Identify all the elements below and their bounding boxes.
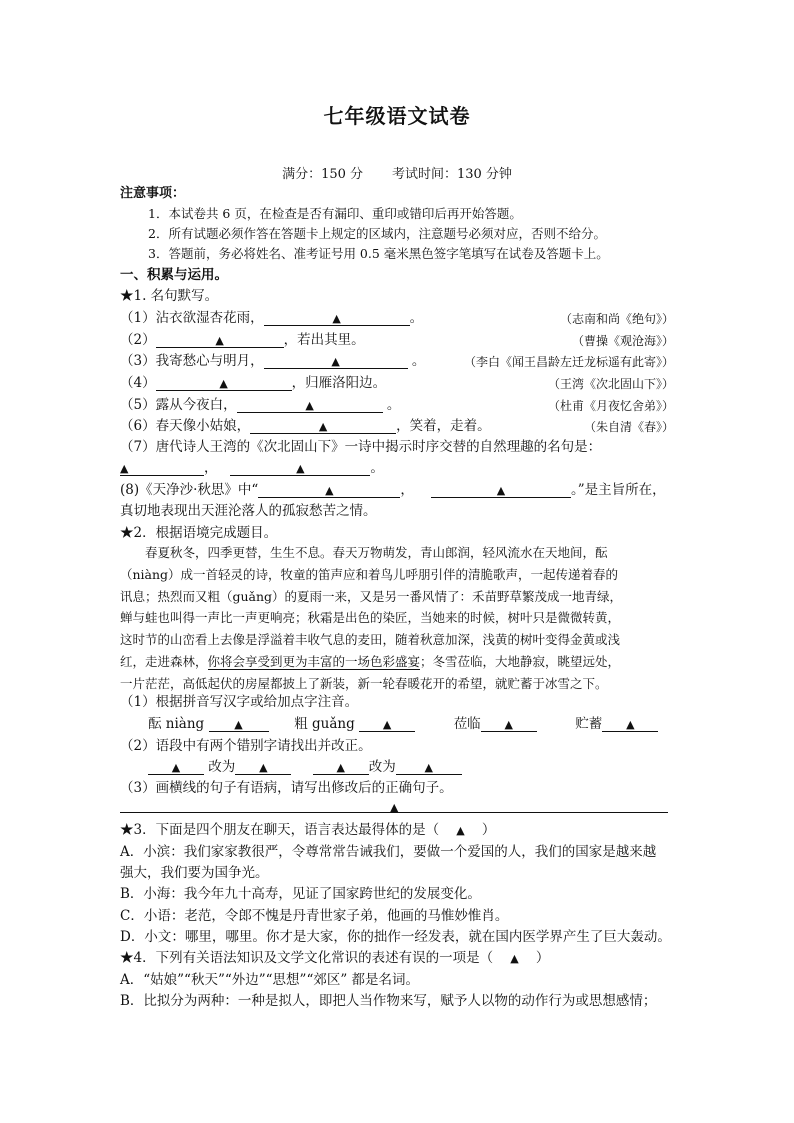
answer-blank[interactable] (264, 311, 410, 326)
correction-row (148, 757, 462, 777)
change-to-label: 改为 (208, 759, 236, 775)
q1-line-text: （5）露从今夜白， (120, 397, 237, 413)
triangle-marker: ▲ (296, 462, 305, 475)
passage (120, 542, 680, 695)
triangle-marker: ▲ (259, 761, 268, 774)
question-text: ） (535, 950, 550, 966)
source-citation: （李白《闻王昌龄左迁龙标遥有此寄》） (463, 355, 674, 369)
page-title: 七年级语文试卷 (323, 104, 471, 128)
exam-meta (0, 163, 794, 182)
q1-line-2 (120, 330, 365, 350)
source-citation: （杜甫《月夜忆舍弟》） (547, 399, 674, 413)
answer-blank[interactable] (481, 717, 537, 732)
q1-line-text: ，笑着，走着。 (396, 418, 491, 434)
triangle-marker: ▲ (215, 334, 224, 347)
option-a[interactable]: A．小滨：我们家家教很严，令尊常常告诫我们，要做一个爱国的人，我们的国家是越来越 (120, 844, 657, 860)
answer-blank[interactable] (250, 419, 396, 434)
passage-line: （niàng）成一首轻灵的诗，牧童的笛声应和着鸟儿呼朋引伴的清脆歌声，一起传递着春的 (120, 566, 619, 582)
q1-line-7-answers (120, 458, 384, 478)
question-text: ） (481, 822, 496, 838)
answer-blank[interactable] (156, 333, 284, 348)
q1-line-4 (120, 373, 386, 393)
passage-line: 这时节的山峦看上去像是浮溢着丰收气息的麦田，随着秋意加深，浅黄的树叶变得金黄或浅 (120, 632, 621, 648)
option-a-cont: 强大，我们要为国争光。 (120, 865, 269, 881)
answer-blank[interactable] (431, 483, 571, 498)
triangle-marker: ▲ (318, 420, 328, 433)
option-c[interactable]: C．小语：老范，令郎不愧是丹青世家子弟，他画的马惟妙惟肖。 (120, 908, 509, 924)
triangle-marker: ▲ (171, 761, 181, 774)
q1-line-text: （4） (120, 375, 156, 391)
q1-line-text: (8)《天净沙·秋思》中“ (120, 482, 259, 498)
question-3-heading (120, 820, 495, 841)
q1-line-text: 。 (382, 397, 401, 413)
q1-line-text: ，若出其里。 (283, 332, 365, 348)
exam-time: 考试时间：130 分钟 (391, 167, 512, 182)
answer-blank[interactable] (230, 461, 370, 476)
notice-item: 3．答题前，务必将姓名、准考证号用 0.5 毫米黑色签字笔填写在试卷及答题卡上。 (148, 246, 609, 261)
answer-blank[interactable] (209, 717, 269, 732)
triangle-marker: ▲ (305, 399, 314, 412)
question-text: ★3．下面是四个朋友在聊天，语言表达最得体的是（ (120, 822, 440, 838)
triangle-marker: ▲ (234, 718, 243, 731)
q1-line-text: ，归雁洛阳边。 (291, 375, 387, 391)
answer-blank[interactable] (235, 760, 291, 775)
question-1-heading: ★1. 名句默写。 (120, 288, 219, 304)
q1-line-6 (120, 416, 491, 436)
source-citation: （志南和尚《绝句》） (559, 312, 674, 326)
q2-sub-2: （2）语段中有两个错别字请找出并改正。 (120, 738, 372, 754)
triangle-marker: ▲ (504, 718, 513, 731)
notice-item: 1．本试卷共 6 页，在检查是否有漏印、重印或错印后再开始答题。 (148, 206, 522, 221)
passage-text: ；冬雪莅临，大地静寂，眺望远处， (420, 653, 621, 669)
pinyin-label: 贮蓄 (575, 716, 603, 732)
q2-sub-1: （1）根据拼音写汉字或给加点字注音。 (120, 694, 359, 710)
answer-blank[interactable] (313, 760, 369, 775)
q1-line-8-cont: 真切地表现出天涯沦落人的孤寂愁苦之情。 (120, 503, 377, 519)
triangle-marker: ▲ (496, 484, 506, 497)
q1-line-1 (120, 308, 423, 328)
q1-line-text: （1）沾衣欲湿杏花雨， (120, 310, 264, 326)
separator: 。 (370, 460, 384, 476)
q1-line-text: 。 (409, 310, 424, 326)
separator: ， (400, 482, 414, 498)
triangle-marker: ▲ (456, 824, 465, 837)
q1-line-5 (120, 395, 400, 415)
answer-blank[interactable] (264, 354, 408, 369)
source-citation: （曹操《观沧海》） (571, 334, 674, 348)
pinyin-row (148, 714, 658, 734)
passage-line: 讯息；热烈而又粗（guǎng）的夏雨一来，又是另一番风情了：禾苗野草繁茂成一地青绿， (120, 588, 623, 604)
change-to-label: 改为 (368, 759, 396, 775)
triangle-marker: ▲ (382, 718, 392, 731)
q1-line-text: （6）春天像小姑娘， (120, 418, 251, 434)
option-b[interactable]: B．比拟分为两种：一种是拟人，即把人当作物来写，赋予人以物的动作行为或思想感情； (120, 993, 657, 1009)
passage-line (120, 651, 680, 673)
triangle-marker: ▲ (331, 355, 340, 368)
triangle-marker: ▲ (390, 801, 399, 814)
answer-blank[interactable] (156, 376, 292, 391)
source-citation: （王湾《次北固山下》） (547, 377, 674, 391)
passage-text: 红，走进森林， (120, 653, 208, 669)
triangle-marker (390, 797, 398, 818)
triangle-marker: ▲ (120, 462, 129, 475)
full-score: 满分：150 分 (282, 167, 364, 182)
passage-line: 一片茫茫，高低起伏的房屋都披上了新装，新一轮春暖花开的希望，就贮蓄于冰雪之下。 (120, 675, 608, 691)
notice-heading: 注意事项： (120, 186, 186, 201)
triangle-marker: ▲ (336, 761, 345, 774)
source-citation: （朱自清《春》） (583, 420, 674, 434)
q1-line-7: （7）唐代诗人王湾的《次北固山下》一诗中揭示时序交替的自然理趣的名句是： (120, 439, 602, 455)
triangle-marker: ▲ (332, 312, 341, 325)
notice-item: 2．所有试题必须作答在答题卡上规定的区域内，注意题号必须对应，否则不给分。 (148, 226, 606, 241)
question-text: ★4．下列有关语法知识及文学文化常识的表述有误的一项是（ (120, 950, 494, 966)
q1-line-text: （2） (120, 332, 156, 348)
question-4-heading (120, 948, 549, 969)
option-a[interactable]: A．“姑娘”“秋天”“外边”“思想”“郊区” 都是名词。 (120, 972, 420, 988)
q2-sub-3: （3）画横线的句子有语病，请写出修改后的正确句子。 (120, 780, 453, 796)
part-heading: 一、积累与运用。 (120, 267, 228, 283)
separator: ， (204, 460, 218, 476)
triangle-marker: ▲ (510, 952, 519, 965)
option-d[interactable]: D．小文：哪里，哪里。你才是大家，你的拙作一经发表，就在国内医学界产生了巨大轰动。 (120, 929, 671, 945)
answer-blank[interactable] (148, 760, 204, 775)
q1-line-text: 。”是主旨所在， (571, 482, 666, 498)
pinyin-label: 莅临 (453, 716, 481, 732)
answer-blank[interactable] (602, 717, 658, 732)
passage-line: 蝉与蛙也叫得一声比一声更响亮；秋霜是出色的染匠，当她来的时候，树叶只是微微转黄， (120, 610, 621, 626)
triangle-marker: ▲ (219, 377, 228, 390)
answer-line[interactable] (120, 812, 668, 813)
answer-blank[interactable] (396, 760, 462, 775)
answer-blank[interactable] (237, 398, 383, 413)
pinyin-label: 酝 niàng (148, 716, 205, 732)
q1-line-3 (120, 351, 425, 371)
triangle-marker: ▲ (626, 718, 635, 731)
answer-blank[interactable] (359, 717, 415, 732)
q1-line-text: （3）我寄愁心与明月， (120, 353, 264, 369)
answer-blank[interactable] (120, 461, 204, 476)
triangle-marker: ▲ (424, 761, 433, 774)
q1-line-text: 。 (407, 353, 426, 369)
option-b[interactable]: B．小海：我今年九十高寿，见证了国家跨世纪的发展变化。 (120, 886, 481, 902)
answer-blank[interactable] (258, 483, 400, 498)
question-2-heading: ★2．根据语境完成题目。 (120, 525, 278, 541)
q1-line-8 (120, 480, 666, 500)
triangle-marker: ▲ (325, 484, 334, 497)
passage-line: 春夏秋冬，四季更替，生生不息。春天万物萌发，青山郎润，轻风流水在天地间，酝 (120, 545, 608, 560)
underlined-sentence: 你将会享受到更为丰富的一场色彩盛宴 (207, 653, 421, 669)
pinyin-label: 粗 guǎng (294, 716, 355, 732)
